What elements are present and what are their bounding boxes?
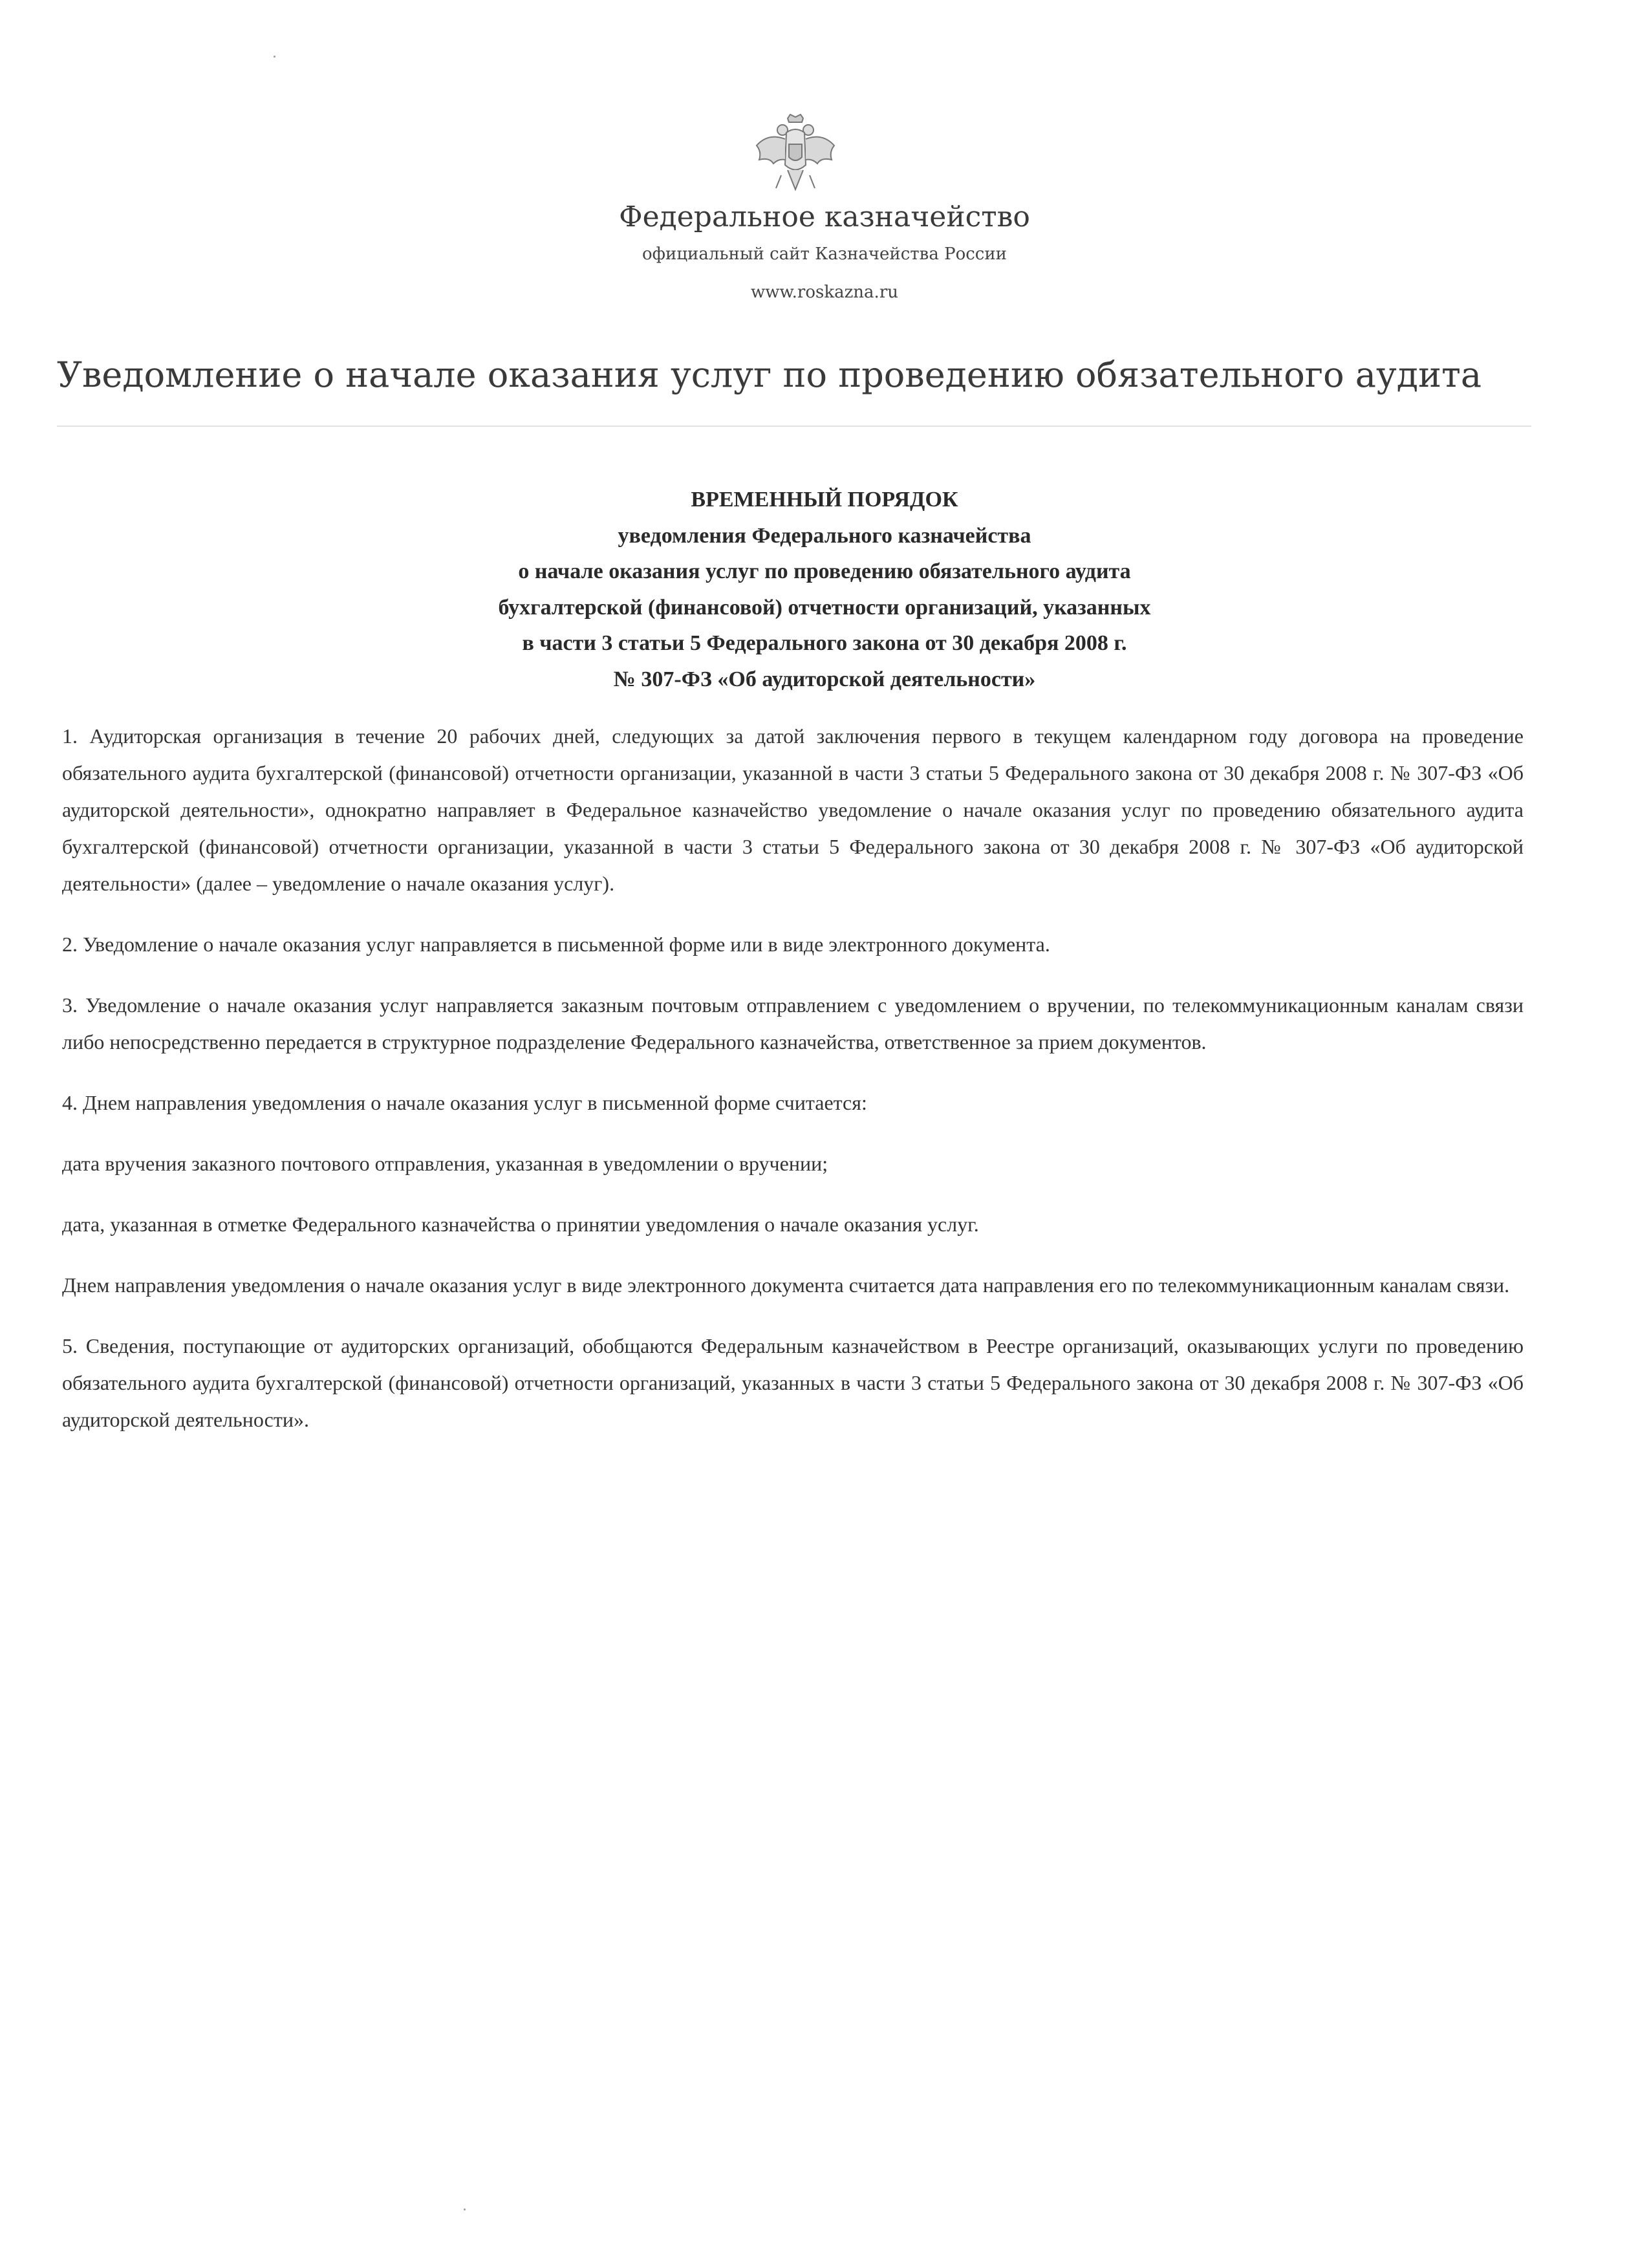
heading-line: № 307-ФЗ «Об аудиторской деятельности» [613, 667, 1036, 691]
heading-line: в части 3 статьи 5 Федерального закона от 30 декабря 2008 г. [522, 631, 1127, 655]
scan-speck [464, 2209, 466, 2210]
org-url[interactable]: www.roskazna.ru [750, 283, 898, 302]
paragraph-4-item-1: дата вручения заказного почтового отправления, указанная в уведомлении о вручении; [62, 1152, 828, 1175]
order-heading [0, 482, 1649, 697]
heading-line: ВРЕМЕННЫЙ ПОРЯДОК [691, 488, 958, 512]
double-headed-eagle-icon [750, 113, 841, 200]
scan-speck [274, 56, 275, 58]
org-subtitle: официальный сайт Казначейства России [641, 244, 1008, 264]
paragraph-4-item-2: дата, указанная в отметке Федерального казначейства о принятии уведомления о начале оказания услуг. [62, 1213, 979, 1236]
paragraph-2: 2. Уведомление о начале оказания услуг направляется в письменной форме или в виде электронного документа. [62, 933, 1050, 956]
heading-line: о начале оказания услуг по проведению обязательного аудита [518, 559, 1131, 583]
heading-line: уведомления Федерального казначейства [618, 523, 1031, 548]
paragraph-5: 5. Сведения, поступающие от аудиторских организаций, обобщаются Федеральным казначейством в Реестре организаций, оказывающих услуги по проведению обязательного аудита бухгалтерской (финансовой) отчетности организаций, указанных в части 3 статьи 5 Федерального закона от 30 декабря 2008 г. № 307-ФЗ «Об аудиторской деятельности». [62, 1334, 1524, 1431]
paragraph-4: 4. Днем направления уведомления о начале оказания услуг в письменной форме считается: [62, 1091, 867, 1114]
document-body [62, 718, 1524, 1462]
paragraph-3: 3. Уведомление о начале оказания услуг направляется заказным почтовым отправлением с уведомлением о вручении, по телекоммуникационным каналам связи либо непосредственно передается в структурное подразделение Федерального казначейства, ответственное за прием документов. [62, 993, 1524, 1053]
heading-line: бухгалтерской (финансовой) отчетности организаций, указанных [498, 595, 1151, 620]
paragraph-1: 1. Аудиторская организация в течение 20 рабочих дней, следующих за датой заключения первого в текущем календарном году договора на проведение обязательного аудита бухгалтерской (финансовой) отчетности организации, указанной в части 3 статьи 5 Федерального закона от 30 декабря 2008 г. № 307-ФЗ «Об аудиторской деятельности», однократно направляет в Федеральное казначейство уведомление о начале оказания услуг по проведению обязательного аудита бухгалтерской (финансовой) отчетности организации, указанной в части 3 статьи 5 Федерального закона от 30 декабря 2008 г. № 307-ФЗ «Об аудиторской деятельности» (далее – уведомление о начале оказания услуг). [62, 724, 1524, 895]
title-divider [57, 426, 1531, 427]
page-title: Уведомление о начале оказания услуг по проведению обязательного аудита [57, 354, 1482, 395]
paragraph-4-note: Днем направления уведомления о начале оказания услуг в виде электронного документа считается дата направления его по телекоммуникационным каналам связи. [62, 1273, 1510, 1297]
org-name: Федеральное казначейство [619, 200, 1030, 233]
